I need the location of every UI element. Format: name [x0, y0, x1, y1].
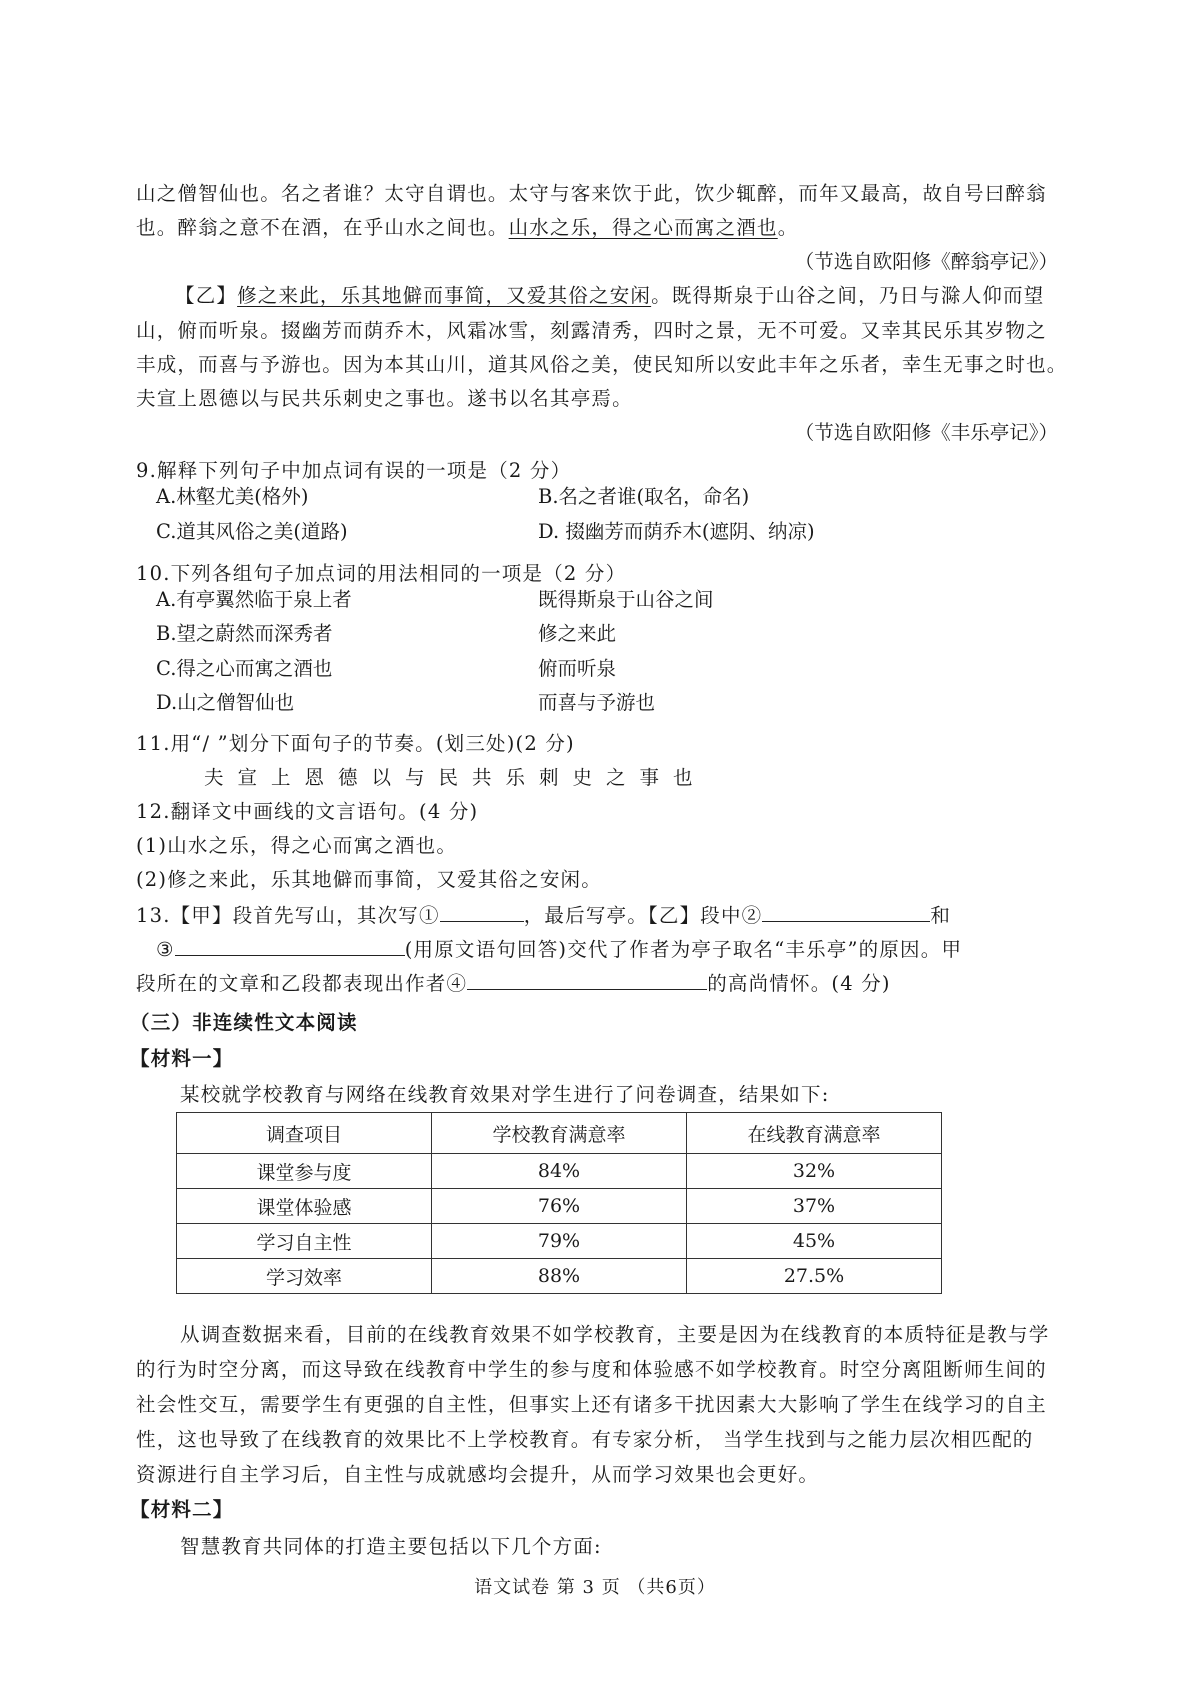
table-cell: 32%	[687, 1154, 942, 1189]
material-heading: 【材料一】	[130, 1047, 234, 1070]
q10-option-b-pair: 修之来此	[538, 622, 617, 645]
table-cell: 79%	[432, 1224, 687, 1259]
question-11-stem: 11.用“/ ”划分下面句子的节奏。(划三处)(2 分)	[136, 732, 575, 755]
table-cell: 84%	[432, 1154, 687, 1189]
q13-text: 段所在的文章和乙段都表现出作者④	[136, 972, 468, 995]
q9-option-d: D. 掇幽芳而荫乔木(遮阴、纳凉)	[538, 520, 815, 543]
table-header-cell: 在线教育满意率	[687, 1113, 942, 1154]
passage-yi-line: 丰成，而喜与予游也。因为本其山川，道其风俗之美，使民知所以安此丰年之乐者，幸生无事之时也。	[136, 353, 1068, 376]
table-row	[177, 1189, 942, 1224]
question-13-line	[136, 969, 891, 997]
section-title: （三）非连续性文本阅读	[130, 1011, 358, 1034]
table-cell: 45%	[687, 1224, 942, 1259]
q10-option-d-pair: 而喜与予游也	[538, 691, 656, 714]
passage-yi-line	[175, 283, 1044, 309]
passage-yi-line: 山，俯而听泉。掇幽芳而荫乔木，风霜冰雪，刻露清秀，四时之景，无不可爱。又幸其民乐其岁物之	[136, 319, 1047, 342]
q9-option-b: B.名之者谁(取名，命名)	[538, 485, 750, 508]
table-cell: 学习效率	[177, 1259, 432, 1294]
passage-text: 。既得斯泉于山谷之间，乃日与滁人仰而望	[651, 284, 1045, 307]
passage-text: 也。醉翁之意不在酒，在乎山水之间也。	[136, 216, 509, 239]
q13-text: ，最后写亭。【乙】段中②	[523, 904, 763, 927]
answer-blank-3[interactable]	[175, 935, 405, 956]
table-row	[177, 1259, 942, 1294]
table-cell: 27.5%	[687, 1259, 942, 1294]
answer-blank-2[interactable]	[762, 901, 930, 922]
page-footer: 语文试卷 第 3 页 （共6页）	[474, 1577, 716, 1598]
q10-option-c-pair: 俯而听泉	[538, 657, 617, 680]
table-row	[177, 1224, 942, 1259]
question-13-line	[136, 901, 951, 929]
underlined-sentence: 修之来此，乐其地僻而事简，又爱其俗之安闲	[237, 284, 652, 307]
table-cell: 88%	[432, 1259, 687, 1294]
answer-blank-4[interactable]	[467, 969, 707, 990]
q13-text: 的高尚情怀。(4 分)	[707, 972, 891, 995]
q10-option-c: C.得之心而寓之酒也	[156, 657, 333, 680]
q10-option-a-pair: 既得斯泉于山谷之间	[538, 588, 714, 611]
q13-text: 和	[930, 904, 952, 927]
survey-intro: 某校就学校教育与网络在线教育效果对学生进行了问卷调查，结果如下:	[180, 1083, 830, 1106]
table-cell: 学习自主性	[177, 1224, 432, 1259]
answer-blank-1[interactable]	[440, 901, 524, 922]
passage-source: （节选自欧阳修《丰乐亭记》）	[794, 421, 1058, 444]
survey-table	[176, 1112, 942, 1294]
underlined-sentence: 山水之乐，得之心而寓之酒也	[508, 216, 778, 239]
q10-option-a: A.有亭翼然临于泉上者	[156, 588, 352, 611]
table-cell: 76%	[432, 1189, 687, 1224]
analysis-paragraph-line: 从调查数据来看，目前的在线教育效果不如学校教育，主要是因为在线教育的本质特征是教与学	[180, 1323, 1050, 1346]
analysis-paragraph-line: 性，这也导致了在线教育的效果比不上学校教育。有专家分析， 当学生找到与之能力层次相匹配的	[136, 1428, 1034, 1451]
q12-sentence-1: (1)山水之乐，得之心而寓之酒也。	[136, 834, 458, 857]
material-2-intro: 智慧教育共同体的打造主要包括以下几个方面:	[180, 1535, 602, 1558]
passage-jia-line	[136, 215, 798, 241]
table-cell: 课堂体验感	[177, 1189, 432, 1224]
q13-text: (用原文语句回答)交代了作者为亭子取名“丰乐亭”的原因。甲	[404, 938, 963, 961]
passage-yi-line: 夫宣上恩德以与民共乐刺史之事也。遂书以名其亭焉。	[136, 387, 633, 410]
table-header-row	[177, 1113, 942, 1154]
analysis-paragraph-line: 社会性交互，需要学生有更强的自主性，但事实上还有诸多干扰因素大大影响了学生在线学习的自主	[136, 1393, 1047, 1416]
q11-sentence: 夫宣上恩德以与民共乐刺史之事也	[204, 766, 707, 789]
passage-tag: 【乙】	[175, 284, 238, 307]
analysis-paragraph-line: 资源进行自主学习后，自主性与成就感均会提升，从而学习效果也会更好。	[136, 1463, 820, 1486]
analysis-paragraph-line: 的行为时空分离，而这导致在线教育中学生的参与度和体验感不如学校教育。时空分离阻断师生间的	[136, 1358, 1047, 1381]
q13-text: 13.【甲】段首先写山，其次写①	[136, 904, 440, 927]
table-cell: 课堂参与度	[177, 1154, 432, 1189]
question-9-stem: 9.解释下列句子中加点词有误的一项是（2 分）	[136, 459, 572, 482]
passage-jia-line: 山之僧智仙也。名之者谁？太守自谓也。太守与客来饮于此，饮少辄醉，而年又最高，故自号曰醉翁	[136, 182, 1047, 205]
question-13-line	[156, 935, 962, 963]
table-row	[177, 1154, 942, 1189]
q9-option-a: A.林壑尤美(格外)	[156, 485, 309, 508]
question-12-stem: 12.翻译文中画线的文言语句。(4 分)	[136, 800, 479, 823]
q12-sentence-2: (2)修之来此，乐其地僻而事简，又爱其俗之安闲。	[136, 868, 602, 891]
passage-source: （节选自欧阳修《醉翁亭记》）	[794, 250, 1058, 273]
material-heading: 【材料二】	[130, 1498, 234, 1521]
q9-option-c: C.道其风俗之美(道路)	[156, 520, 348, 543]
q10-option-b: B.望之蔚然而深秀者	[156, 622, 333, 645]
table-cell: 37%	[687, 1189, 942, 1224]
q10-option-d: D.山之僧智仙也	[156, 691, 295, 714]
table-header-cell: 调查项目	[177, 1113, 432, 1154]
q13-text: ③	[156, 938, 175, 961]
passage-text: 。	[777, 216, 799, 239]
question-10-stem: 10.下列各组句子加点词的用法相同的一项是（2 分）	[136, 562, 627, 585]
table-header-cell: 学校教育满意率	[432, 1113, 687, 1154]
